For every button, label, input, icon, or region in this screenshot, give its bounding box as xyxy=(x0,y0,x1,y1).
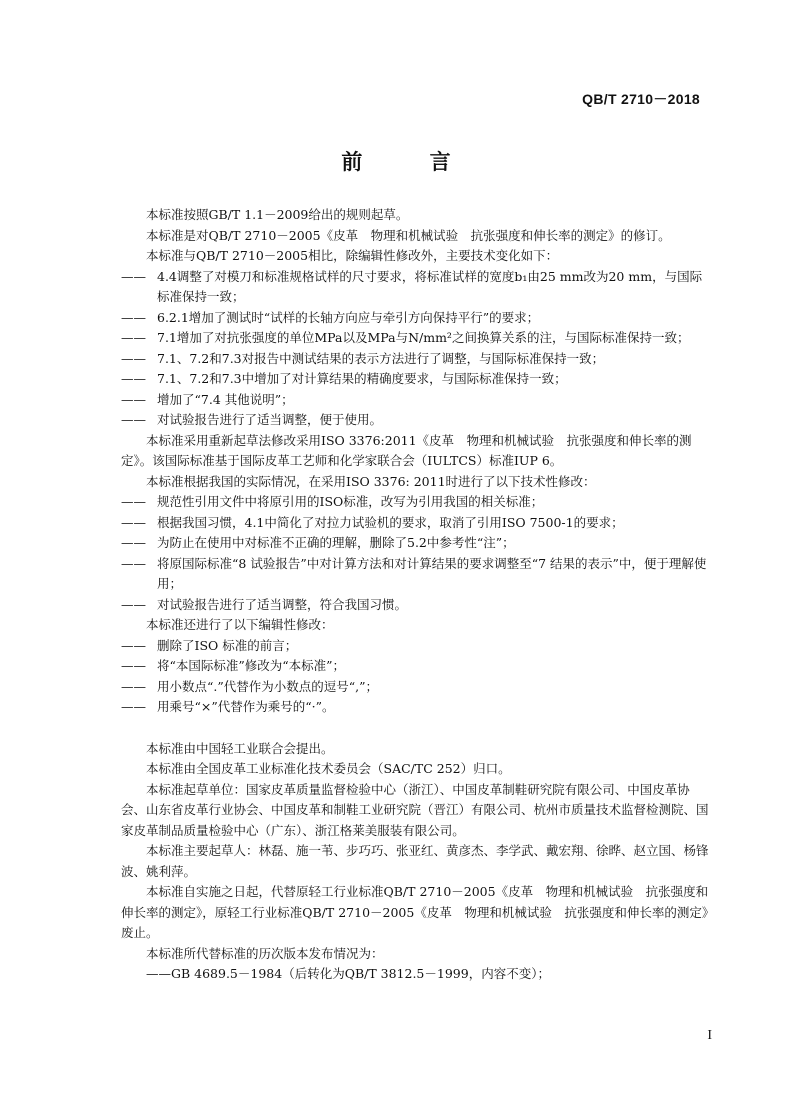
paragraph-history-intro: 本标准所代替标准的历次版本发布情况为： xyxy=(146,945,384,961)
tech-changes-list xyxy=(121,267,712,431)
list-item: —— 7.1增加了对抗张强度的单位MPa以及MPa与N/mm²之间换算关系的注，与国际标准保持一致； xyxy=(121,330,690,345)
paragraph-editorial-intro: 本标准还进行了以下编辑性修改： xyxy=(146,617,334,632)
paragraph-iso-adoption: 本标准采用重新起草法修改采用ISO 3376:2011《皮革 物理和机械试验 抗张强度和伸长率的测定》。该国际标准基于国际皮革工艺师和化学家联合会（IULTCS）标准IUP 6。 xyxy=(121,432,692,468)
paragraph-iso-changes-intro: 本标准根据我国的实际情况，在采用ISO 3376: 2011时进行了以下技术性修改： xyxy=(146,473,596,489)
list-item: —— 对试验报告进行了适当调整，符合我国习惯。 xyxy=(121,596,408,612)
list-item: —— 用乘号“×”代替作为乘号的“·”。 xyxy=(121,699,335,714)
page-title: 前 言 xyxy=(341,150,481,174)
paragraph-supersedes: 本标准自实施之日起，代替原轻工行业标准QB/T 2710－2005《皮革 物理和机械试验 抗张强度和伸长率的测定》，原轻工行业标准QB/T 2710－2005《皮革 物理和机械试验 抗张强度和伸长率的测定》废止。 xyxy=(121,884,709,940)
list-item: —— 6.2.1增加了测试时“试样的长轴方向应与牵引方向保持平行”的要求； xyxy=(121,309,540,325)
paragraph-drafters: 本标准主要起草人：林磊、施一苇、步巧巧、张亚红、黄彦杰、李学武、戴宏翔、徐晔、赵立国、杨锋波、姚利萍。 xyxy=(121,843,709,879)
list-item: —— 对试验报告进行了适当调整，便于使用。 xyxy=(121,412,383,427)
spacer xyxy=(121,718,712,739)
list-item: —— 增加了“7.4 其他说明”； xyxy=(121,391,294,407)
list-item: —— 将原国际标准“8 试验报告”中对计算方法和对计算结果的要求调整至“7 结果的表示”中，便于理解使用； xyxy=(121,555,707,591)
paragraph-proposed-by: 本标准由中国轻工业联合会提出。 xyxy=(146,740,334,756)
list-item: —— 删除了ISO 标准的前言； xyxy=(121,637,298,653)
list-item: —— 7.1、7.2和7.3中增加了对计算结果的精确度要求，与国际标准保持一致； xyxy=(121,371,567,386)
page-number: I xyxy=(707,1028,712,1043)
paragraph-under-jurisdiction: 本标准由全国皮革工业标准化技术委员会（SAC/TC 252）归口。 xyxy=(146,761,511,776)
editorial-changes-list xyxy=(121,636,712,718)
list-item: —— 规范性引用文件中将原引用的ISO标准，改写为引用我国的相关标准； xyxy=(121,494,544,509)
paragraph-revision-of: 本标准是对QB/T 2710－2005《皮革 物理和机械试验 抗张强度和伸长率的测定》的修订。 xyxy=(146,227,671,243)
paragraph-drafting-units: 本标准起草单位：国家皮革质量监督检验中心（浙江）、中国皮革制鞋研究院有限公司、中国皮革协会、山东省皮革行业协会、中国皮革和制鞋工业研究院（晋江）有限公司、杭州市质量技术监督检测院、国家皮革制品质量检验中心（广东）、浙江格莱美服装有限公司。 xyxy=(121,781,709,838)
list-item: —— 4.4调整了对模刀和标准规格试样的尺寸要求，将标准试样的宽度b₁由25 mm改为20 mm，与国际标准保持一致； xyxy=(121,268,703,304)
history-item: ——GB 4689.5－1984（后转化为QB/T 3812.5－1999，内容不变）； xyxy=(146,966,550,981)
standard-number: QB/T 2710－2018 xyxy=(582,91,700,107)
list-item: —— 为防止在使用中对标准不正确的理解，删除了5.2中参考性“注”； xyxy=(121,535,515,550)
list-item: —— 7.1、7.2和7.3对报告中测试结果的表示方法进行了调整，与国际标准保持一致； xyxy=(121,350,605,366)
paragraph-drafting-rules: 本标准按照GB/T 1.1－2009给出的规则起草。 xyxy=(146,207,409,222)
list-item: —— 根据我国习惯，4.1中简化了对拉力试验机的要求，取消了引用ISO 7500-1的要求； xyxy=(121,514,624,530)
document-body xyxy=(121,205,712,985)
list-item: —— 用小数点“.”代替作为小数点的逗号“,”； xyxy=(121,678,379,694)
list-item: —— 将“本国际标准”修改为“本标准”； xyxy=(121,658,346,673)
iso-changes-list xyxy=(121,492,712,615)
paragraph-tech-changes-intro: 本标准与QB/T 2710－2005相比，除编辑性修改外，主要技术变化如下： xyxy=(146,248,559,263)
